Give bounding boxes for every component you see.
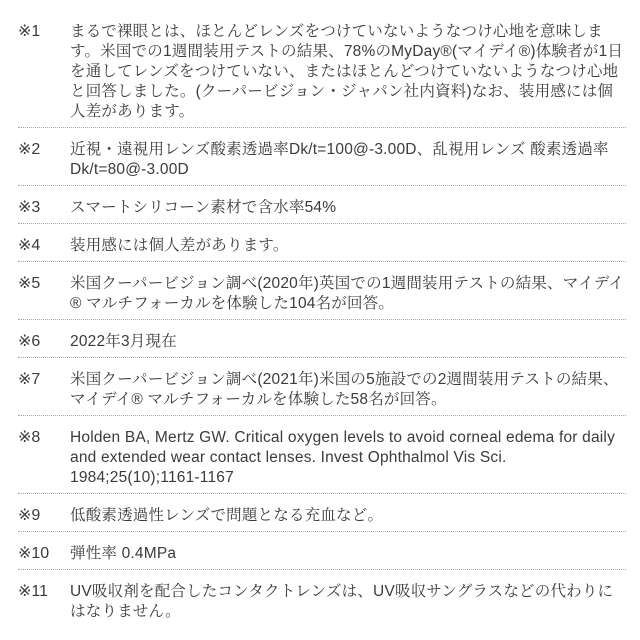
footnote-marker: ※2	[18, 141, 41, 158]
footnote-text: 弾性率 0.4MPa	[70, 545, 177, 562]
footnote-marker: ※7	[18, 371, 41, 388]
footnote-item-10	[18, 544, 626, 564]
footnote-item-2	[18, 140, 626, 180]
footnote-marker: ※9	[18, 507, 41, 524]
footnote-text: UV吸収剤を配合したコンタクトレンズは、UV吸収サングラスなどの代わりにはなりません。	[70, 583, 614, 620]
footnote-item-11	[18, 582, 626, 622]
footnote-item-1	[18, 22, 626, 122]
footnote-item-9	[18, 506, 626, 526]
footnote-item-7	[18, 370, 626, 410]
footnote-text: 低酸素透過性レンズで問題となる充血など。	[70, 507, 384, 524]
dotted-divider	[18, 357, 626, 358]
footnote-item-8	[18, 428, 626, 488]
footnote-item-4	[18, 236, 626, 256]
dotted-divider	[18, 415, 626, 416]
footnote-text: 装用感には個人差があります。	[70, 237, 289, 254]
footnote-marker: ※5	[18, 275, 41, 292]
footnote-text: 近視・遠視用レンズ酸素透過率Dk/t=100@-3.00D、乱視用レンズ 酸素透過率Dk/t=80@-3.00D	[70, 141, 609, 178]
footnote-marker: ※8	[18, 429, 41, 446]
footnote-item-3	[18, 198, 626, 218]
dotted-divider	[18, 493, 626, 494]
footnote-text: 2022年3月現在	[70, 333, 177, 350]
footnote-marker: ※1	[18, 23, 41, 40]
dotted-divider	[18, 319, 626, 320]
dotted-divider	[18, 223, 626, 224]
footnote-item-6	[18, 332, 626, 352]
footnote-marker: ※4	[18, 237, 41, 254]
footnote-marker: ※6	[18, 333, 41, 350]
footnote-text: 米国クーパービジョン調べ(2020年)英国での1週間装用テストの結果、マイデイ® マルチフォーカルを体験した104名が回答。	[70, 275, 625, 312]
dotted-divider	[18, 569, 626, 570]
footnote-text: スマートシリコーン素材で含水率54%	[70, 199, 337, 216]
footnote-marker: ※3	[18, 199, 41, 216]
dotted-divider	[18, 531, 626, 532]
dotted-divider	[18, 127, 626, 128]
footnote-marker: ※11	[18, 583, 49, 600]
footnote-text: 米国クーパービジョン調べ(2021年)米国の5施設での2週間装用テストの結果、マイデイ® マルチフォーカルを体験した58名が回答。	[70, 371, 619, 408]
footnote-text: まるで裸眼とは、ほとんどレンズをつけていないようなつけ心地を意味します。米国での1週間装用テストの結果、78%のMyDay®(マイデイ®)体験者が1日を通してレンズをつけていない、またはほとんどつけていないようなつけ心地と回答しました。(クーパービジョン・ジャパン社内資料)なお、装用感には個人差があります。	[70, 23, 624, 120]
dotted-divider	[18, 185, 626, 186]
footnote-item-5	[18, 274, 626, 314]
footnote-text: Holden BA, Mertz GW. Critical oxygen levels to avoid corneal edema for daily and extended wear contact lenses. Invest Ophthalmol Vis Sci. 1984;25(10);1161-1167	[70, 429, 616, 486]
dotted-divider	[18, 261, 626, 262]
footnote-marker: ※10	[18, 545, 50, 562]
